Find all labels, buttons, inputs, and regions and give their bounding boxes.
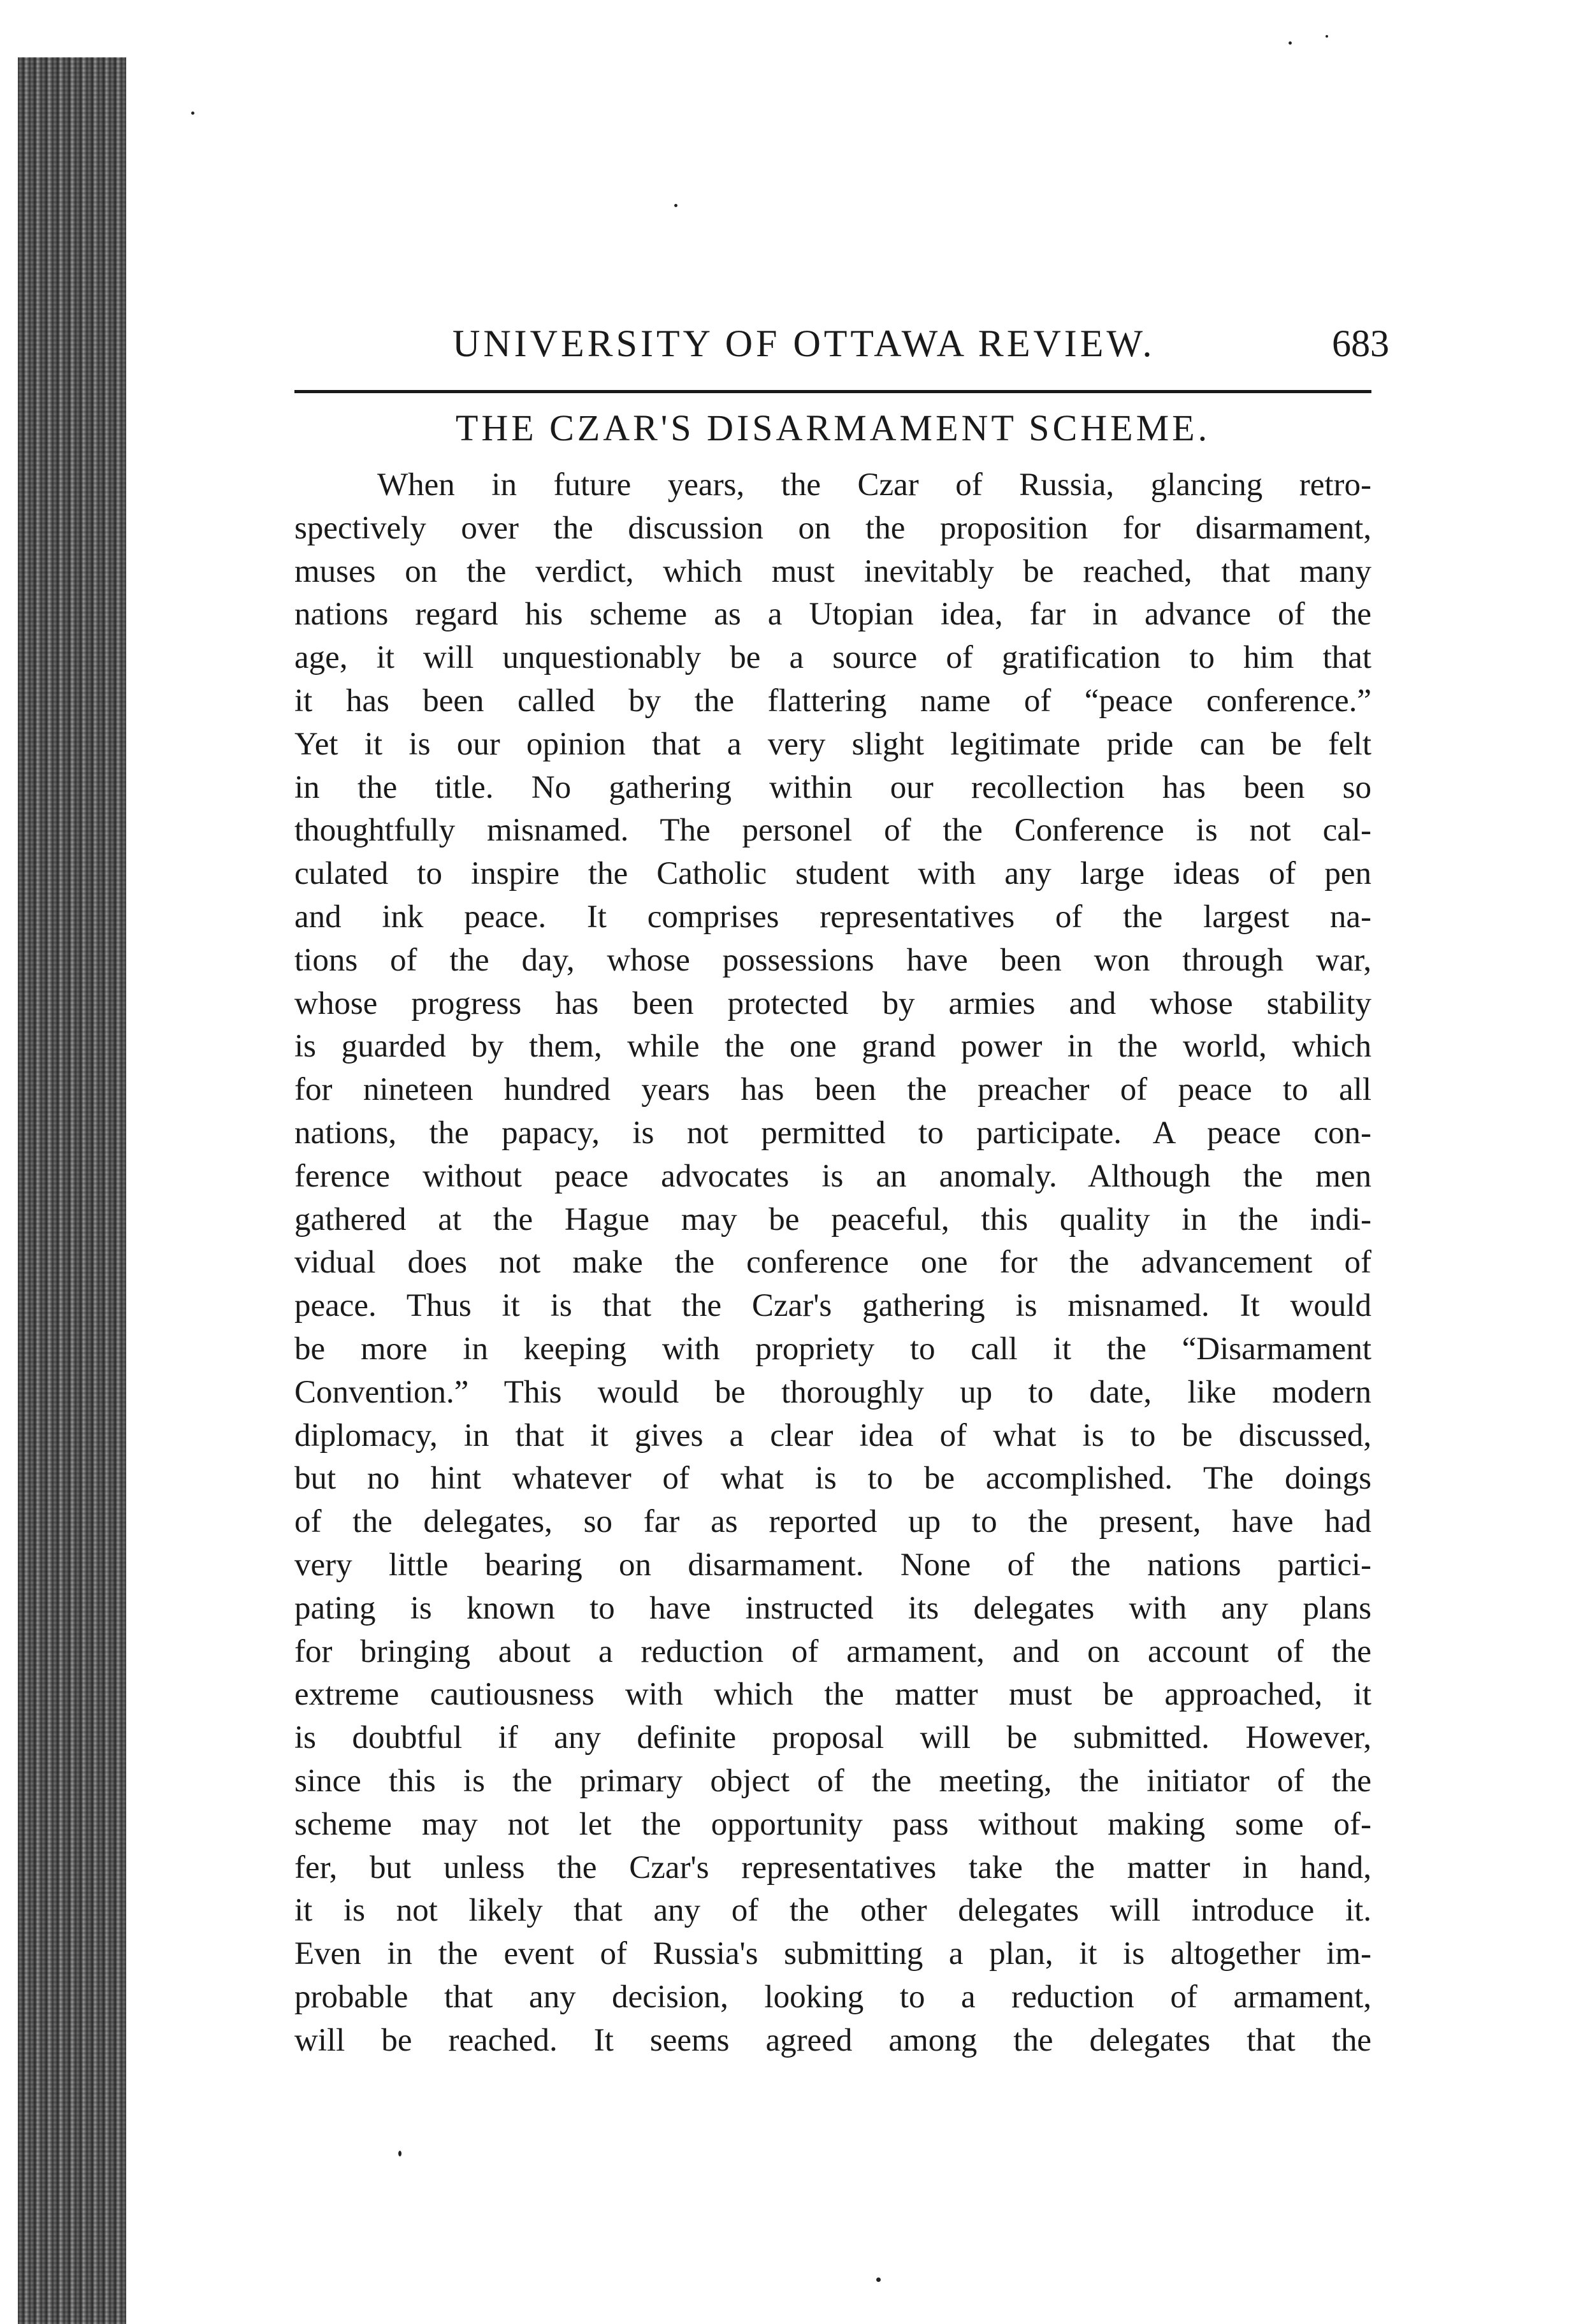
text-line: peace. Thus it is that the Czar's gathering is misnamed. It would <box>294 1288 1371 1324</box>
text-line: culated to inspire the Catholic student with any large ideas of pen <box>294 856 1371 892</box>
text-line: and ink peace. It comprises representatives of the largest na- <box>294 899 1371 935</box>
text-line: of the delegates, so far as reported up to the present, have had <box>294 1504 1371 1540</box>
text-line: for bringing about a reduction of armament, and on account of the <box>294 1633 1371 1670</box>
text-line: is doubtful if any definite proposal will be submitted. However, <box>294 1720 1371 1756</box>
scan-speck <box>1289 41 1292 45</box>
scan-speck <box>674 204 677 207</box>
text-line: gathered at the Hague may be peaceful, this quality in the indi- <box>294 1201 1371 1238</box>
text-line: nations, the papacy, is not permitted to participate. A peace con- <box>294 1115 1371 1151</box>
text-line: spectively over the discussion on the proposition for disarmament, <box>294 510 1371 546</box>
scan-speck <box>191 112 194 115</box>
text-line: age, it will unquestionably be a source of gratification to him that <box>294 640 1371 676</box>
text-line: scheme may not let the opportunity pass without making some of- <box>294 1806 1371 1842</box>
text-line: pating is known to have instructed its delegates with any plans <box>294 1590 1371 1626</box>
text-line: in the title. No gathering within our recollection has been so <box>294 769 1371 805</box>
article-body <box>294 464 1371 2062</box>
text-line: Yet it is our opinion that a very slight legitimate pride can be felt <box>294 726 1371 762</box>
text-line: will be reached. It seems agreed among the delegates that the <box>294 2022 1371 2058</box>
text-line: nations regard his scheme as a Utopian idea, far in advance of the <box>294 596 1371 633</box>
text-line: probable that any decision, looking to a reduction of armament, <box>294 1979 1371 2015</box>
article-title: THE CZAR'S DISARMAMENT SCHEME. <box>455 407 1211 449</box>
scan-speck <box>1326 35 1328 38</box>
text-line: Even in the event of Russia's submitting a plan, it is altogether im- <box>294 1936 1371 1972</box>
scan-speck <box>398 2151 401 2156</box>
text-line: thoughtfully misnamed. The personel of the Conference is not cal- <box>294 812 1371 849</box>
text-line: for nineteen hundred years has been the preacher of peace to all <box>294 1072 1371 1108</box>
text-line: ference without peace advocates is an anomaly. Although the men <box>294 1158 1371 1194</box>
text-line: be more in keeping with propriety to call it the “Disarmament <box>294 1331 1371 1367</box>
binding-edge <box>18 57 126 2324</box>
text-line: diplomacy, in that it gives a clear idea of what is to be discussed, <box>294 1417 1371 1454</box>
text-line: When in future years, the Czar of Russia, glancing retro- <box>377 467 1371 503</box>
text-line: tions of the day, whose possessions have been won through war, <box>294 942 1371 978</box>
text-line: muses on the verdict, which must inevitably be reached, that many <box>294 553 1371 589</box>
text-line: whose progress has been protected by armies and whose stability <box>294 985 1371 1021</box>
text-line: it has been called by the flattering name of “peace conference.” <box>294 682 1371 719</box>
text-line: fer, but unless the Czar's representatives take the matter in hand, <box>294 1849 1371 1886</box>
text-line: extreme cautiousness with which the matter must be approached, it <box>294 1677 1371 1713</box>
running-header <box>452 322 1389 373</box>
text-line: Convention.” This would be thoroughly up to date, like modern <box>294 1374 1371 1410</box>
text-line: since this is the primary object of the meeting, the initiator of the <box>294 1763 1371 1799</box>
text-line: but no hint whatever of what is to be accomplished. The doings <box>294 1461 1371 1497</box>
scan-speck <box>876 2277 881 2282</box>
page-number: 683 <box>1332 322 1389 364</box>
text-line: vidual does not make the conference one for the advancement of <box>294 1245 1371 1281</box>
text-line: is guarded by them, while the one grand power in the world, which <box>294 1028 1371 1065</box>
text-line: it is not likely that any of the other delegates will introduce it. <box>294 1893 1371 1929</box>
journal-title: UNIVERSITY OF OTTAWA REVIEW. <box>452 322 1155 364</box>
header-rule <box>294 390 1371 393</box>
text-line: very little bearing on disarmament. None of the nations partici- <box>294 1547 1371 1583</box>
